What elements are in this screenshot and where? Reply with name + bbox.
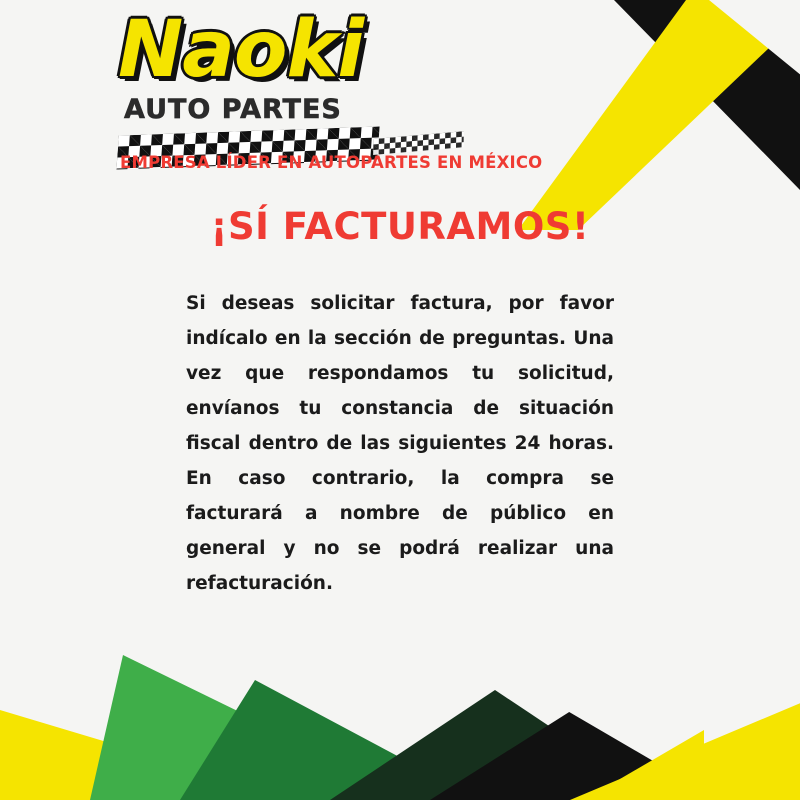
brand-name: Naoki	[118, 5, 364, 95]
brand-tagline: EMPRESA LÍDER EN AUTOPARTES EN MÉXICO	[120, 153, 543, 172]
body-paragraph: Si deseas solicitar factura, por favor indícalo en la sección de preguntas. Una vez que respondamos tu solicitud, envíanos tu constancia de situación fiscal dentro de las siguientes 24 horas. En caso contrario, la compra se facturará a nombre de público en general y no se podrá realizar una refacturación.	[186, 293, 614, 594]
brand-logo	[118, 5, 468, 165]
checkered-flag-tail-icon	[373, 131, 464, 155]
headline: ¡SÍ FACTURAMOS!	[210, 205, 590, 248]
brand-subtitle: AUTO PARTES	[124, 94, 342, 125]
